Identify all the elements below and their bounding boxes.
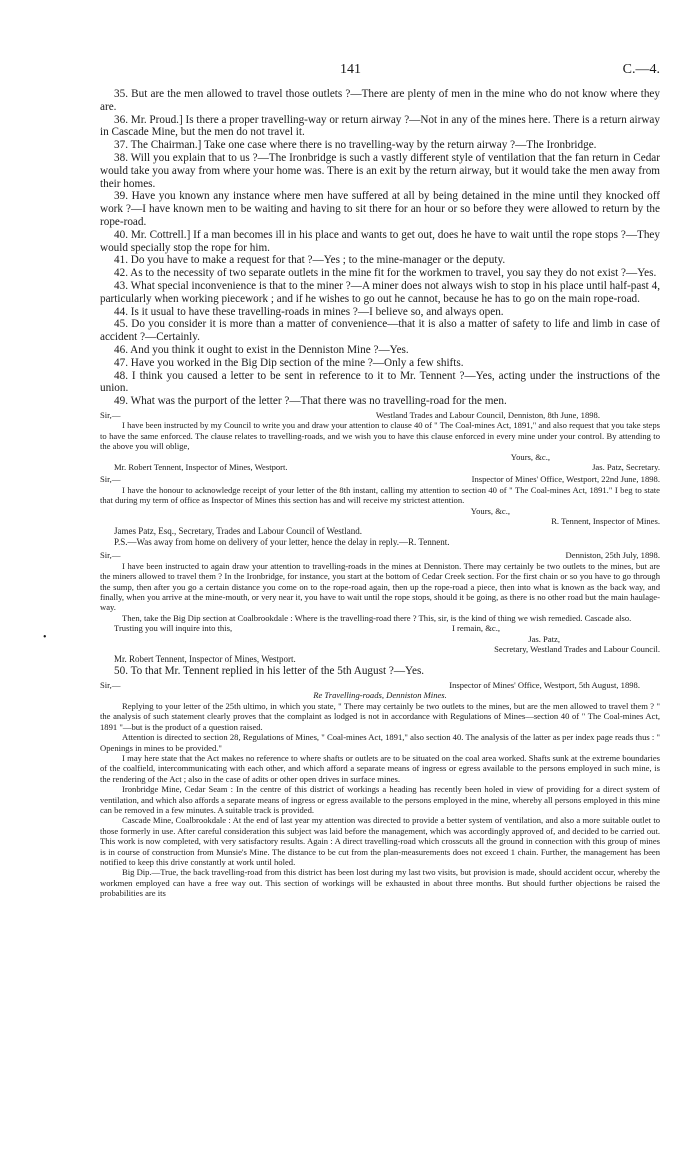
question-49: 49. What was the purport of the letter ?—That there was no travelling-road for the men. [114, 395, 507, 408]
letter-2-salutation: Sir,— [100, 474, 121, 485]
letter-1-heading [100, 410, 660, 420]
letter-4-salutation: Sir,— [100, 680, 121, 691]
paper-identifier: C.—4. [622, 62, 660, 77]
question-48: 48. I think you caused a letter to be sent in reference to it to Mr. Tennent ?—Yes, acting under the instructions of the union. [100, 369, 660, 395]
question-43: 43. What special inconvenience is that to the miner ?—A miner does not always wish to stop in his place until half-past 4, particularly when working piecework ; and if he wishes to go out he cannot, because he has to go on the main rope-road. [100, 279, 660, 305]
question-47: 47. Have you worked in the Big Dip section of the mine ?—Only a few shifts. [114, 356, 464, 369]
letter-4-paragraph-6: Big Dip.—True, the back travelling-road from this district has been lost during my last two visits, but provision is made, should accident occur, whereby the workmen employed can have a free way out. This section of workings will be exhausted in about three months. But should further objections be raised the probabilities are its [100, 867, 660, 899]
question-38: 38. Will you explain that to us ?—The Ironbridge is such a vastly different style of ventilation that the fan return in Cedar would take you away from where your home was. There is an exit by the return airway, but it would take the men away from their homes. [100, 151, 660, 190]
margin-dot: • [43, 632, 47, 643]
letter-4-paragraph-5: Cascade Mine, Coalbrookdale : At the end of last year my attention was directed to provide a better system of ventilation, and also a more suitable outlet to those formerly in use. After careful consideration this subject was laid before the management, which was accordingly approved of, and decided to be carried out. This work is now completed, with very satisfactory results. Again : A direct travelling-road which crosscuts all the ground in connection with this group of mines is in course of construction from Munsie's Mine. The distance to be cut from the plan-measurements does not exceed 1 chain. Further, the management has been notified to keep this drive constantly at work until holed. [100, 815, 660, 867]
letter-3-signature-title: Secretary, Westland Trades and Labour Council. [494, 643, 660, 654]
letter-1-addressee: Mr. Robert Tennent, Inspector of Mines, Westport. [114, 461, 288, 472]
letter-3-text-2: Then, take the Big Dip section at Coalbrookdale : Where is the travelling-road there ? This, sir, is the kind of thing we wish remedied. Cascade also. [122, 612, 632, 623]
letter-1-salutation: Sir,— [100, 409, 121, 420]
letter-1-closing-row [100, 452, 660, 462]
letter-4-paragraph-4: Ironbridge Mine, Cedar Seam : In the centre of this district of workings a heading has recently been holed in view of providing for a direct system of ventilation, and which also affords a separate means of ingress or egress available to the persons employed in the mine, whereby all persons employed in this mine can be removed in a few minutes. A suitable track is provided. [100, 784, 660, 815]
letter-2-heading [100, 474, 660, 484]
letter-3-sender: Denniston, 25th July, 1898. [565, 550, 660, 561]
letter-2-postscript: P.S.—Was away from home on delivery of your letter, hence the delay in reply.—R. Tennent. [114, 537, 450, 548]
letter-1-closing: Yours, &c., [510, 451, 550, 462]
letter-4-paragraph-3: I may here state that the Act makes no reference to where shafts or outlets are to be situated on the coal area worked. Shafts sunk at the extreme boundaries of the coalfield, intercommunicating with each other, and which afford a separate means of ingress or egress available to the persons employed in such mine, is the rendering of the Act ; also in the case of adits or other open drives in surface mines. [100, 752, 660, 784]
letter-4-heading [100, 680, 660, 690]
letter-3-closing: I remain, &c., [452, 623, 500, 634]
letter-3-addressee: Mr. Robert Tennent, Inspector of Mines, Westport. [114, 654, 296, 665]
letter-2-closing: Yours, &c., [470, 505, 510, 516]
letter-1-sender: Westland Trades and Labour Council, Denniston, 8th June, 1898. [375, 409, 600, 420]
question-36: 36. Mr. Proud.] Is there a proper travelling-way or return airway ?—Not in any of the mines here. There is a return airway in Cascade Mine, but the men do not travel it. [100, 113, 660, 139]
question-41: 41. Do you have to make a request for that ?—Yes ; to the mine-manager or the deputy. [114, 254, 506, 267]
letter-2-sign-row [100, 516, 660, 526]
letter-2-closing-row [100, 506, 660, 516]
letter-3-closing-row [100, 623, 660, 633]
letter-2-sender: Inspector of Mines' Office, Westport, 22nd June, 1898. [471, 474, 660, 485]
page-header [100, 62, 660, 80]
question-37: 37. The Chairman.] Take one case where there is no travelling-way by the return airway ?—The Ironbridge. [114, 139, 597, 152]
question-44: 44. Is it usual to have these travelling-roads in mines ?—I believe so, and always open. [114, 305, 504, 318]
letter-3-trusting: Trusting you will inquire into this, [114, 623, 233, 634]
letter-4-sender: Inspector of Mines' Office, Westport, 5th August, 1898. [449, 680, 640, 691]
letter-3-salutation: Sir,— [100, 550, 121, 561]
question-45: 45. Do you consider it is more than a matter of convenience—that it is also a matter of safety to life and limb in case of accident ?—Certainly. [100, 318, 660, 344]
letter-1-signature: Jas. Patz, Secretary. [592, 461, 660, 472]
letter-3-signature-name: Jas. Patz, [528, 633, 560, 644]
letter-3-heading [100, 550, 660, 560]
question-35: 35. But are the men allowed to travel those outlets ?—There are plenty of men in the mine who do not know where they are. [100, 88, 660, 113]
letter-3-title-row [100, 644, 660, 654]
letter-3-sign-row [100, 634, 660, 644]
question-46: 46. And you think it ought to exist in the Denniston Mine ?—Yes. [114, 343, 409, 356]
question-40: 40. Mr. Cottrell.] If a man becomes ill in his place and wants to get out, does he have to wait until the rope stops ?—They would specially stop the rope for him. [100, 228, 660, 254]
letter-4-subject: Re Travelling-roads, Denniston Mines. [313, 690, 447, 701]
letter-4-paragraph-2: Attention is directed to section 28, Regulations of Mines, " Coal-mines Act, 1891," also section 40. The analysis of the latter as per index page reads thus : " Openings in mines to be provided." [100, 732, 660, 753]
page-number: 141 [340, 62, 361, 77]
letter-3-text: I have been instructed to again draw your attention to travelling-roads in the mines at Denniston. There may certainly be two outlets to the mines, but are the miners allowed to travel them ? In the Ironbridge, for instance, you start at the bottom of Cedar Creek section. For the first chain or so you have to go through the sump, then after you go a certain distance you come on to the rope-road again, then up the rope-road a piece, then into what is known as the back way, and finally, when you arrive at the mine-mouth, or very near it, you have to wait until the rope stops, should it be going, as there is no other road but the main haulage-way. [100, 560, 660, 613]
letter-2-addressee: James Patz, Esq., Secretary, Trades and Labour Council of Westland. [114, 526, 362, 537]
letter-1-text: I have been instructed by my Council to write you and draw your attention to clause 40 of " The Coal-mines Act, 1891," and also request that you take steps to have the same enforced. The clause relates to travelling-roads, and we wish you to have this clause enforced in every mine under your control. By attending to the above you will oblige, [100, 420, 660, 452]
document-body [100, 88, 660, 899]
letter-2-signature: R. Tennent, Inspector of Mines. [551, 515, 660, 526]
letter-1-sign-row [100, 462, 660, 472]
question-42: 42. As to the necessity of two separate outlets in the mine fit for the workmen to travel, you say they do not exist ?—Yes. [114, 267, 657, 280]
question-39: 39. Have you known any instance where men have suffered at all by being detained in the mine until they knocked off work ?—I have known men to be waiting and having to sit there for an hour or so before they were allowed to return by the rope-road. [100, 190, 660, 228]
letter-4-paragraph-1: Replying to your letter of the 25th ultimo, in which you state, " There may certainly be two outlets to the mines, but are the men allowed to travel them ? " the analysis of such statement clearly proves that the complaint as lodged is not in accordance with Regulations of Mines—section 40 of " The Coal-mines Act, 1891 "—but is the product of a question raised. [100, 700, 660, 732]
letter-2-text: I have the honour to acknowledge receipt of your letter of the 8th instant, calling my attention to section 40 of " The Coal-mines Act, 1891." I beg to state that during my term of office as Inspector of Mines this section has and will receive my strictest attention. [100, 484, 660, 506]
question-50: 50. To that Mr. Tennent replied in his letter of the 5th August ?—Yes. [114, 665, 425, 678]
